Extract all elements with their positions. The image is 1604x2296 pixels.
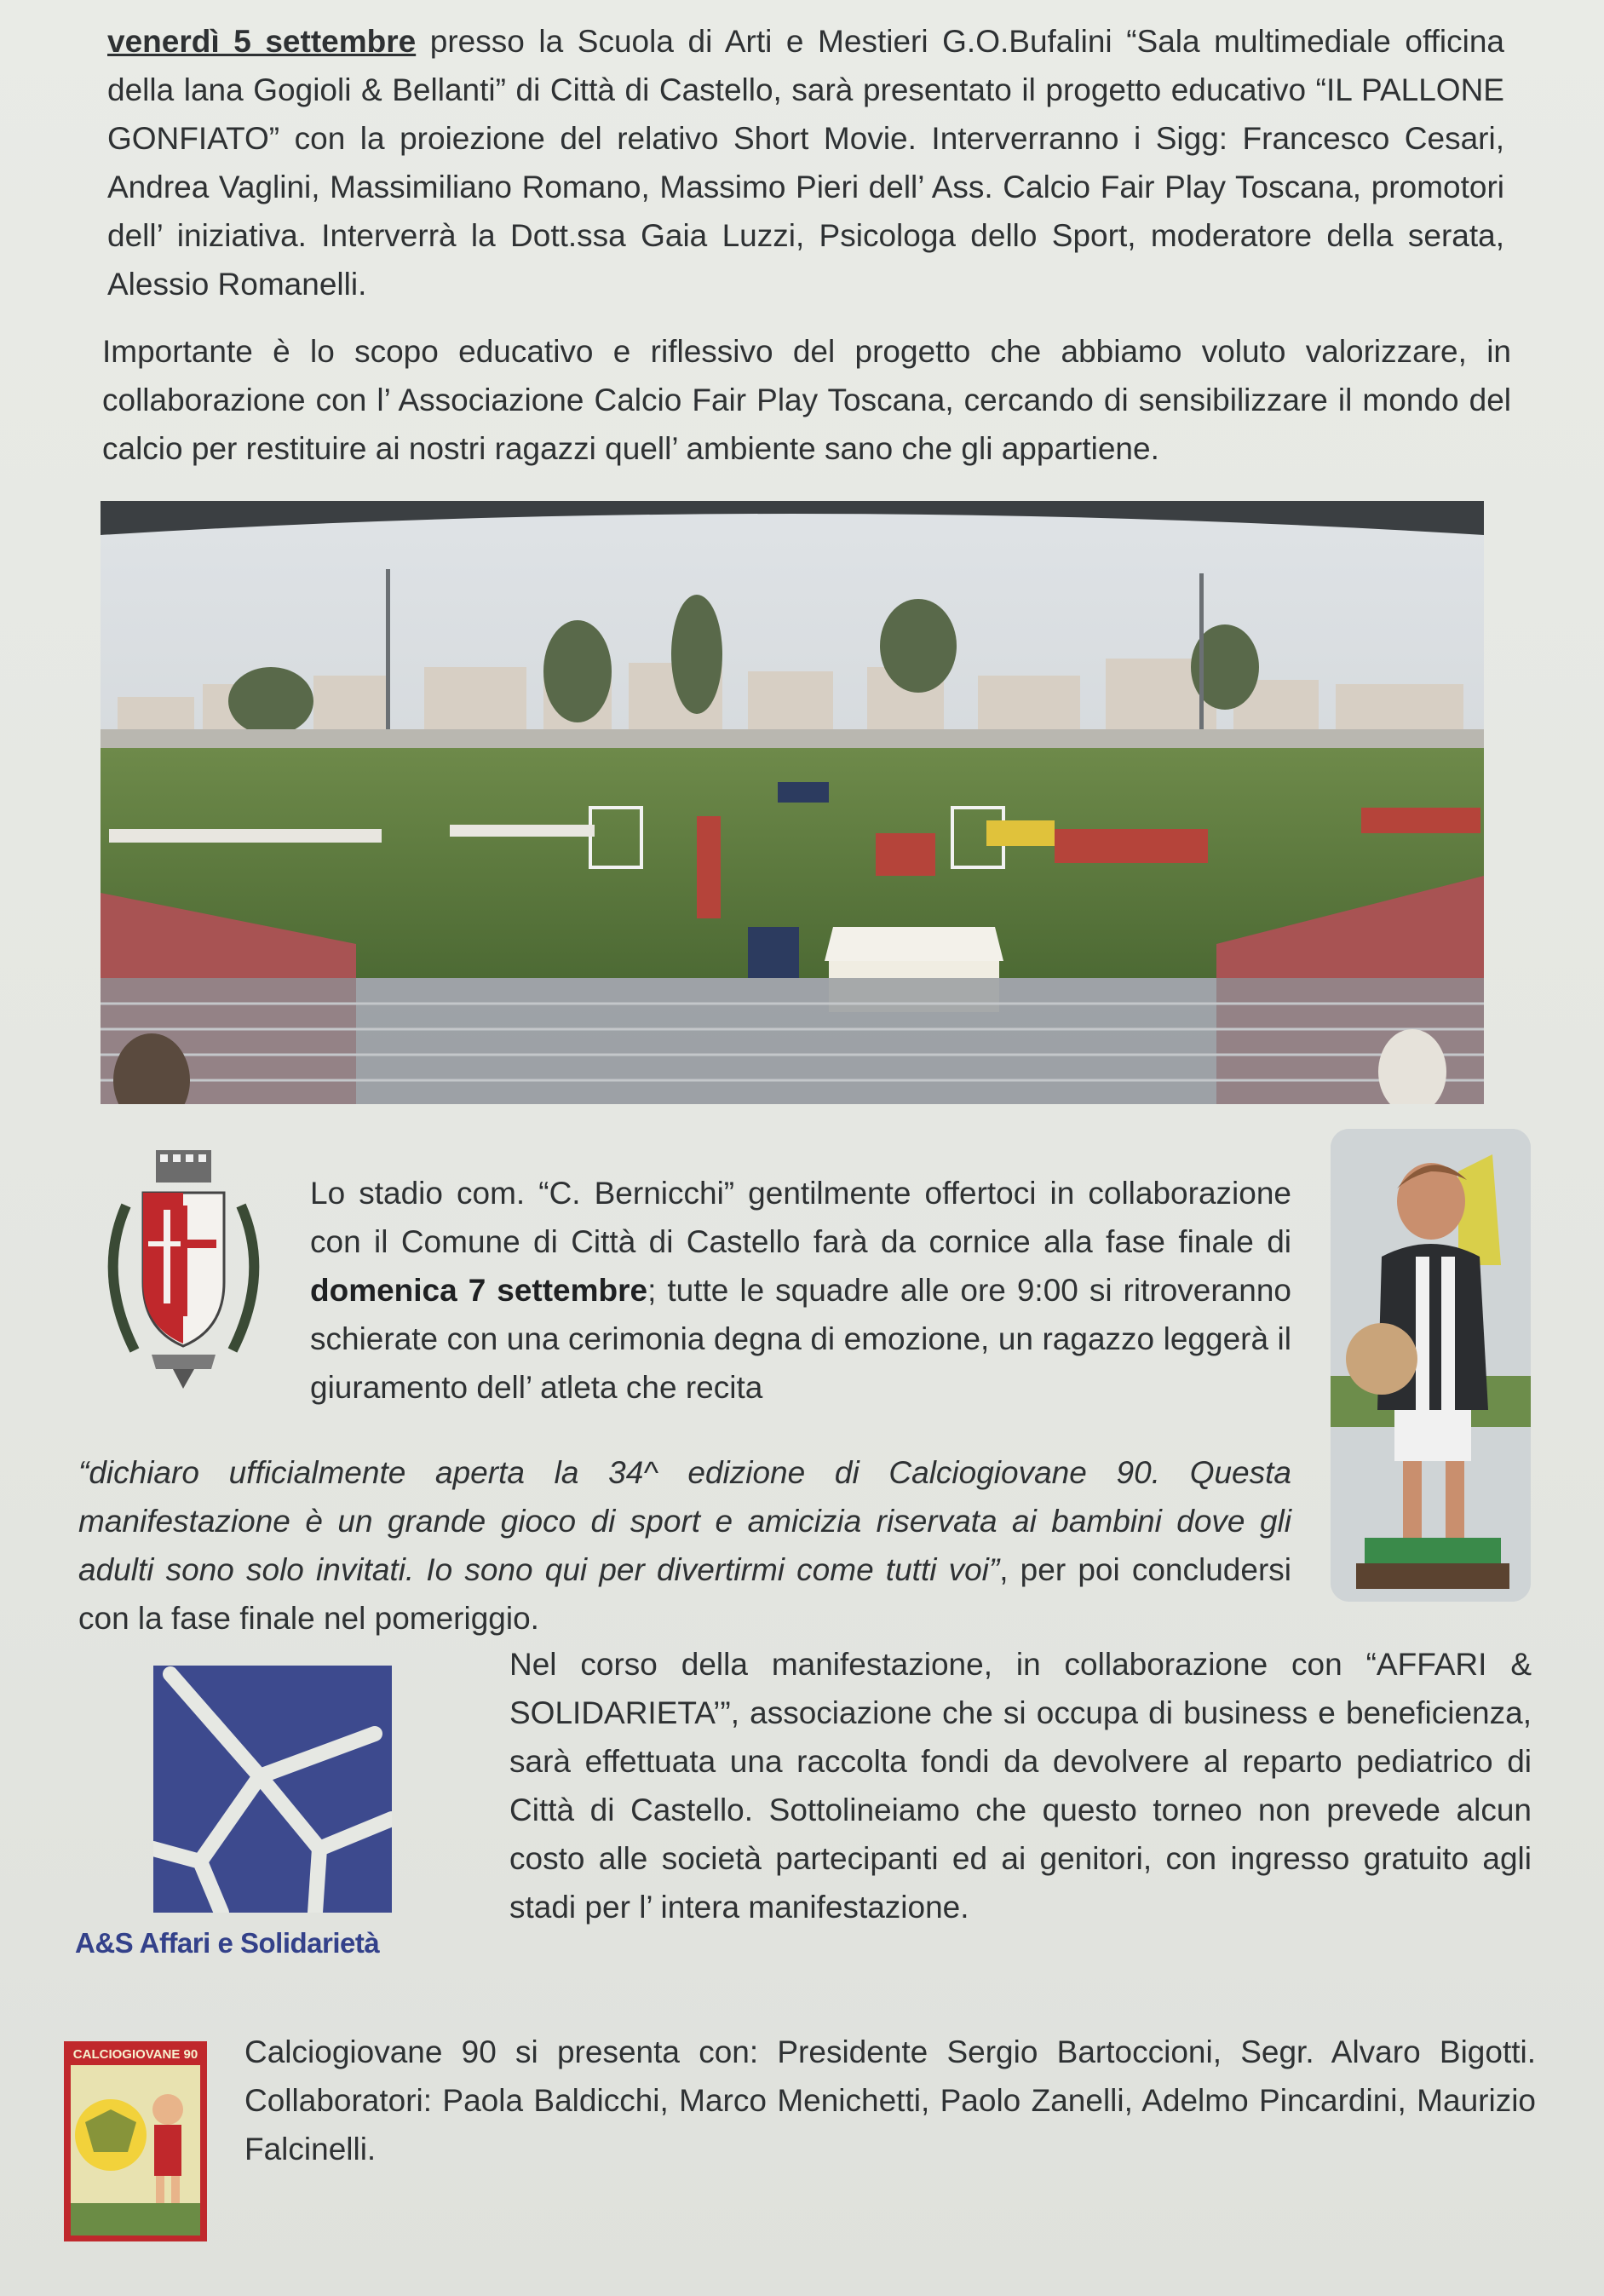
stadium-text-part1: Lo stadio com. “C. Bernicchi” gentilmente offertoci in collaborazione con il Comune di Città di Castello farà da cornice alla fase finale di [310, 1176, 1291, 1259]
affari-solidarieta-logo [153, 1666, 392, 1913]
stadium-text-part2: ; tutte le squadre alle ore 9:00 si ritroveranno schierate con una cerimonia degna di emozione, un ragazzo leggerà il giuramento dell’ atleta che recita [310, 1273, 1291, 1405]
stadium-photo-illustration [101, 501, 1484, 1104]
logo-caption: A&S Affari e Solidarietà [75, 1927, 380, 1959]
trophy-illustration [1331, 1129, 1531, 1602]
stadium-photo [101, 501, 1484, 1104]
intro-paragraph [107, 17, 1504, 308]
network-logo-icon [153, 1666, 392, 1913]
calciogiovane-poster [64, 2041, 207, 2241]
poster-title: CALCIOGIOVANE 90 [72, 2047, 198, 2062]
stadium-date: domenica 7 settembre [310, 1273, 648, 1308]
purpose-text: Importante è lo scopo educativo e riflessivo del progetto che abbiamo voluto valorizzare, in collaborazione con l’ Associazione Calcio Fair Play Toscana, cercando di sensibilizzare il mondo del calcio per restituire ai nostri ragazzi quell’ ambiente sano che gli appartiene. [102, 334, 1511, 466]
team-paragraph [244, 2028, 1536, 2173]
poster-illustration [64, 2041, 207, 2241]
city-coat-of-arms [92, 1146, 275, 1389]
intro-date: venerdì 5 settembre [107, 24, 417, 59]
team-text: Calciogiovane 90 si presenta con: Presidente Sergio Bartoccioni, Segr. Alvaro Bigotti. Collaboratori: Paola Baldicchi, Marco Menichetti, Paolo Zanelli, Adelmo Pincardini, Maurizio Falcinelli. [244, 2034, 1536, 2167]
charity-text: Nel corso della manifestazione, in collaborazione con “AFFARI & SOLIDARIETA’”, associazione che si occupa di business e beneficienza, sarà effettuata una raccolta fondi da devolvere al reparto pediatrico di Città di Castello. Sottolineiamo che questo torneo non prevede alcun costo alle società partecipanti ed ai genitori, con ingresso gratuito agli stadi per l’ intera manifestazione. [509, 1647, 1532, 1925]
stadium-text-part3: , per poi concludersi con la fase finale nel pomeriggio. [78, 1552, 1292, 1636]
stadium-paragraph-top [310, 1169, 1291, 1412]
trophy-photo [1331, 1129, 1531, 1602]
coat-of-arms-icon [92, 1146, 275, 1389]
athlete-oath: “dichiaro ufficialmente aperta la 34^ edizione di Calciogiovane 90. Questa manifestazione è un grande gioco di sport e amicizia riservata ai bambini dove gli adulti sono solo invitati. Io sono qui per divertirmi come tutti voi” [78, 1455, 1291, 1587]
purpose-paragraph [102, 327, 1511, 473]
intro-text: presso la Scuola di Arti e Mestieri G.O.Bufalini “Sala multimediale officina della lana Gogioli & Bellanti” di Città di Castello, sarà presentato il progetto educativo “IL PALLONE GONFIATO” con la proiezione del relativo Short Movie. Interverranno i Sigg: Francesco Cesari, Andrea Vaglini, Massimiliano Romano, Massimo Pieri dell’ Ass. Calcio Fair Play Toscana, promotori dell’ iniziativa. Interverrà la Dott.ssa Gaia Luzzi, Psicologa dello Sport, moderatore della serata, Alessio Romanelli. [107, 24, 1504, 302]
charity-paragraph [509, 1640, 1532, 1931]
stadium-paragraph-bottom [78, 1448, 1291, 1643]
